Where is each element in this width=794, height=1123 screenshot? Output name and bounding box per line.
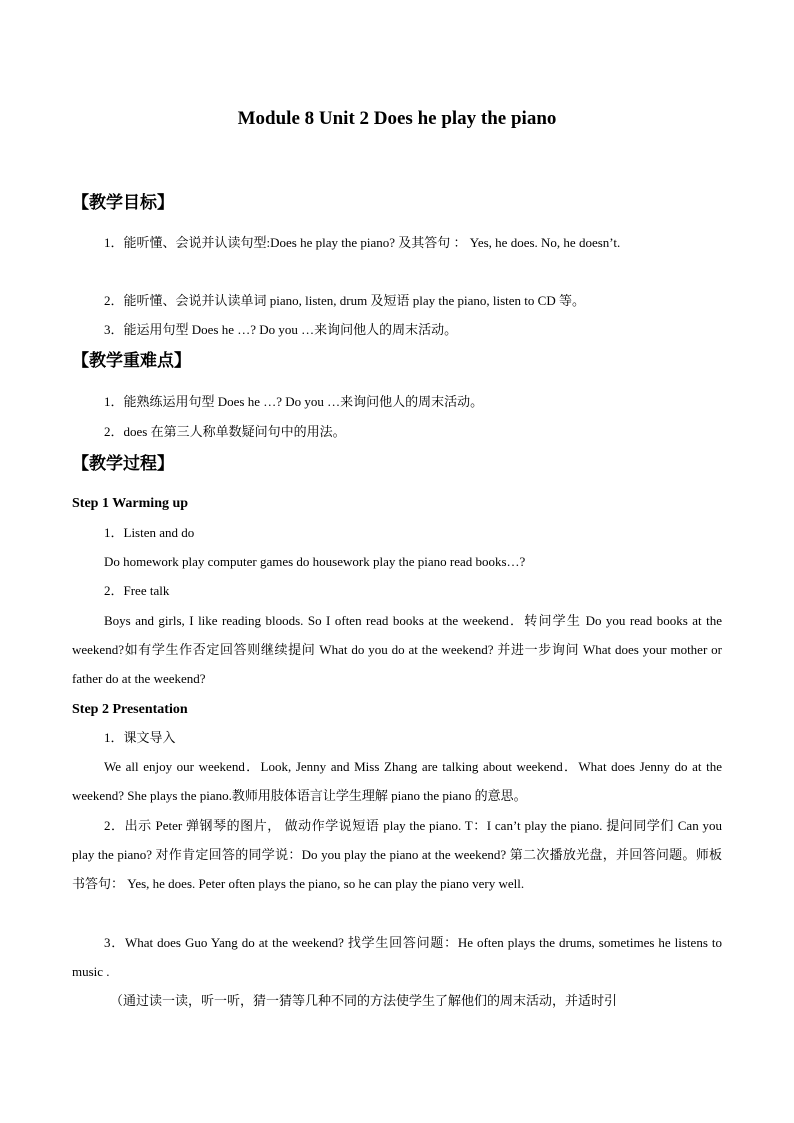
- key-points-heading: 【教学重难点】: [72, 351, 191, 371]
- key-point-item-2: 2．does 在第三人称单数疑问句中的用法。: [104, 424, 346, 439]
- step2-title: Step 2 Presentation: [72, 702, 188, 717]
- document-page: [72, 0, 722, 1123]
- objective-item-3: 3．能运用句型 Does he …? Do you …来询问他人的周末活动。: [104, 322, 458, 337]
- objectives-heading: 【教学目标】: [72, 193, 174, 213]
- objective-item-2: 2．能听懂、会说并认读单词 piano, listen, drum 及短语 play the piano, listen to CD 等。: [104, 293, 585, 308]
- step1-item2-label: 2．Free talk: [104, 583, 170, 598]
- process-heading: 【教学过程】: [72, 454, 174, 474]
- step1-item1-text: Do homework play computer games do housework play the piano read books…?: [104, 554, 526, 569]
- step2-item1-text: We all enjoy our weekend．Look, Jenny and Miss Zhang are talking about weekend．What does Jenny do at the weekend? She plays the piano.教师用肢体语言让学生理解 piano the piano 的意思。: [72, 759, 722, 803]
- step2-note-text: （通过读一读，听一听，猜一猜等几种不同的方法使学生了解他们的周末活动，并适时引: [110, 993, 618, 1008]
- step2-item1-label: 1．课文导入: [104, 730, 176, 745]
- step1-item1-label: 1．Listen and do: [104, 525, 195, 540]
- step2-item2-text: 2．出示 Peter 弹钢琴的图片， 做动作学说短语 play the piano. T：I can’t play the piano. 提问同学们 Can you play the piano? 对作肯定回答的同学说：Do you play the piano at the weekend? 第二次播放光盘，并回答问题。师板书答句： Yes, he does. Peter often plays the piano, so he can play the piano very well.: [72, 818, 722, 891]
- key-point-item-1: 1．能熟练运用句型 Does he …? Do you …来询问他人的周末活动。: [104, 394, 484, 409]
- step1-item2-text: Boys and girls, I like reading bloods. So I often read books at the weekend．转问学生 Do you read books at the weekend?如有学生作否定回答则继续提问 What do you do at the weekend? 并进一步询问 What does your mother or father do at the weekend?: [72, 613, 722, 686]
- objective-item-1: 1．能听懂、会说并认读句型:Does he play the piano? 及其答句 ： Yes, he does. No, he doesn’t.: [104, 235, 621, 250]
- step2-item3-text: 3．What does Guo Yang do at the weekend? 找学生回答问题：He often plays the drums, sometimes he listens to music .: [72, 935, 722, 979]
- step1-title: Step 1 Warming up: [72, 496, 189, 511]
- page-title: Module 8 Unit 2 Does he play the piano: [237, 108, 557, 129]
